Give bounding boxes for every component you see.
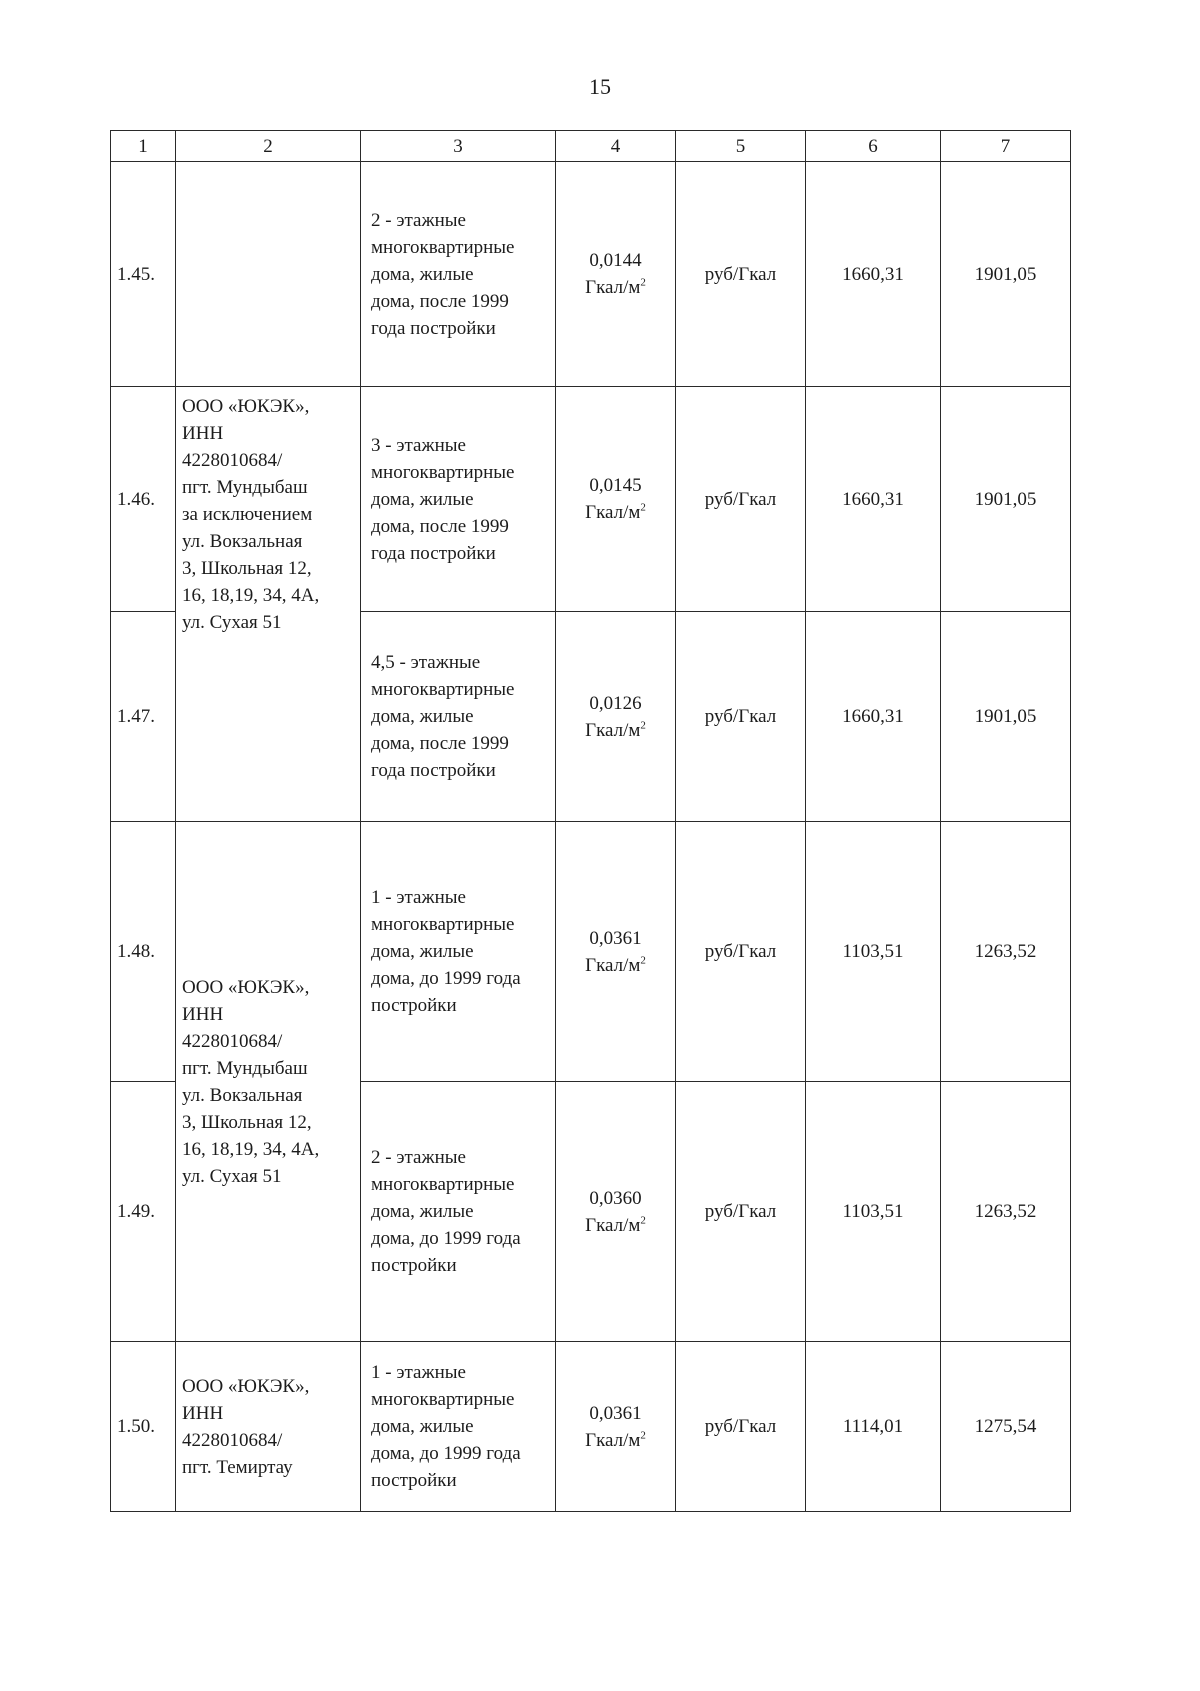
desc-line: дома, жилые: [371, 488, 474, 510]
org-line: ООО «ЮКЭК»,: [182, 1375, 310, 1397]
norm-value: 0,0361: [589, 927, 642, 949]
price-cell-2: 1901,05: [941, 387, 1071, 612]
desc-line: дома, жилые: [371, 1201, 474, 1222]
norm-value: 0,0360: [589, 1187, 642, 1209]
unit-cell: руб/Гкал: [676, 387, 806, 612]
desc-line: многоквартирные: [371, 679, 515, 700]
price-cell-1: 1660,31: [806, 162, 941, 387]
norm-cell: [556, 387, 676, 612]
norm-unit: Гкал/$м^2$: [585, 1214, 646, 1236]
org-line: ИНН: [182, 1402, 224, 1424]
org-line: ООО «ЮКЭК»,: [182, 396, 310, 417]
org-line: ул. Вокзальная: [182, 531, 303, 552]
desc-line: дома, до 1999 года: [371, 968, 521, 989]
desc-line: 3 - этажные: [371, 434, 466, 456]
norm-value: 0,0126: [589, 692, 642, 714]
row-number: 1.46.: [111, 387, 176, 612]
norm-unit: Гкал/$м^2$: [585, 276, 646, 298]
norm-cell: [556, 1082, 676, 1342]
price-cell-1: 1114,01: [806, 1342, 941, 1512]
org-line: 4228010684/: [182, 1030, 283, 1052]
desc-line: дома, до 1999 года: [371, 1228, 521, 1249]
organization-cell: [176, 1342, 361, 1512]
table-row: [111, 1342, 1071, 1512]
table-header-row: [111, 131, 1071, 162]
norm-value: 0,0145: [589, 475, 642, 496]
unit-cell: руб/Гкал: [676, 822, 806, 1082]
header-cell: 5: [676, 131, 806, 162]
org-line: ул. Сухая 51: [182, 1165, 282, 1187]
price-cell-1: 1660,31: [806, 387, 941, 612]
unit-cell: руб/Гкал: [676, 612, 806, 822]
org-line: ул. Сухая 51: [182, 612, 282, 633]
org-line: пгт. Мундыбаш: [182, 477, 308, 498]
desc-line: дома, после 1999: [371, 515, 509, 537]
table-row: [111, 822, 1071, 1082]
row-number: 1.50.: [111, 1342, 176, 1512]
desc-line: постройки: [371, 1470, 457, 1491]
org-line: 16, 18,19, 34, 4А,: [182, 585, 320, 606]
org-line: ИНН: [182, 423, 224, 444]
norm-unit: Гкал/$м^2$: [585, 954, 646, 976]
desc-line: года постройки: [371, 760, 496, 781]
building-description: [361, 612, 556, 822]
organization-cell: [176, 387, 361, 822]
organization-cell: [176, 822, 361, 1342]
price-cell-2: 1901,05: [941, 162, 1071, 387]
row-number: 1.49.: [111, 1082, 176, 1342]
desc-line: года постройки: [371, 542, 496, 564]
price-cell-2: 1263,52: [941, 1082, 1071, 1342]
desc-line: дома, до 1999 года: [371, 1443, 521, 1464]
desc-line: дома, жилые: [371, 1416, 474, 1437]
row-number: 1.47.: [111, 612, 176, 822]
org-line: 3, Школьная 12,: [182, 558, 312, 579]
unit-cell: руб/Гкал: [676, 1082, 806, 1342]
desc-line: многоквартирные: [371, 461, 515, 483]
org-line: ИНН: [182, 1003, 224, 1025]
header-cell: 1: [111, 131, 176, 162]
price-cell-1: 1103,51: [806, 822, 941, 1082]
price-cell-2: 1275,54: [941, 1342, 1071, 1512]
unit-cell: руб/Гкал: [676, 1342, 806, 1512]
row-number: 1.45.: [111, 162, 176, 387]
price-cell-2: 1263,52: [941, 822, 1071, 1082]
org-line: 16, 18,19, 34, 4А,: [182, 1138, 320, 1160]
building-description: [361, 1342, 556, 1512]
tariff-table: [110, 130, 1071, 1512]
norm-cell: [556, 1342, 676, 1512]
desc-line: 1 - этажные: [371, 1362, 466, 1383]
desc-line: постройки: [371, 1255, 457, 1276]
org-line: 4228010684/: [182, 1429, 283, 1451]
organization-cell-empty: [176, 162, 361, 387]
desc-line: 2 - этажные: [371, 1147, 466, 1168]
org-line: ООО «ЮКЭК»,: [182, 976, 310, 998]
org-line: пгт. Мундыбаш: [182, 1057, 308, 1079]
norm-cell: [556, 822, 676, 1082]
desc-line: дома, после 1999: [371, 733, 509, 754]
building-description: [361, 162, 556, 387]
desc-line: 2 - этажные: [371, 209, 466, 231]
header-cell: 7: [941, 131, 1071, 162]
desc-line: года постройки: [371, 317, 496, 339]
header-cell: 3: [361, 131, 556, 162]
price-cell-1: 1660,31: [806, 612, 941, 822]
desc-line: многоквартирные: [371, 236, 515, 258]
desc-line: дома, после 1999: [371, 290, 509, 312]
desc-line: дома, жилые: [371, 941, 474, 962]
desc-line: дома, жилые: [371, 263, 474, 285]
price-cell-1: 1103,51: [806, 1082, 941, 1342]
desc-line: многоквартирные: [371, 914, 515, 935]
norm-cell: [556, 162, 676, 387]
norm-cell: [556, 612, 676, 822]
org-line: пгт. Темиртау: [182, 1456, 293, 1478]
org-line: 4228010684/: [182, 450, 283, 471]
org-line: 3, Школьная 12,: [182, 1111, 312, 1133]
building-description: [361, 1082, 556, 1342]
desc-line: 4,5 - этажные: [371, 652, 481, 673]
building-description: [361, 387, 556, 612]
header-cell: 2: [176, 131, 361, 162]
page-number: 15: [589, 74, 611, 99]
norm-unit: Гкал/$м^2$: [585, 501, 646, 523]
building-description: [361, 822, 556, 1082]
desc-line: постройки: [371, 995, 457, 1016]
org-line: за исключением: [182, 504, 313, 525]
header-cell: 6: [806, 131, 941, 162]
norm-value: 0,0144: [589, 250, 642, 271]
org-line: ул. Вокзальная: [182, 1084, 303, 1106]
table-row: [111, 162, 1071, 387]
norm-value: 0,0361: [589, 1402, 642, 1424]
desc-line: многоквартирные: [371, 1174, 515, 1195]
desc-line: многоквартирные: [371, 1389, 515, 1410]
norm-unit: Гкал/$м^2$: [585, 1429, 646, 1451]
row-number: 1.48.: [111, 822, 176, 1082]
desc-line: 1 - этажные: [371, 887, 466, 908]
table-row: [111, 387, 1071, 612]
price-cell-2: 1901,05: [941, 612, 1071, 822]
header-cell: 4: [556, 131, 676, 162]
unit-cell: руб/Гкал: [676, 162, 806, 387]
desc-line: дома, жилые: [371, 706, 474, 727]
norm-unit: Гкал/$м^2$: [585, 719, 646, 741]
